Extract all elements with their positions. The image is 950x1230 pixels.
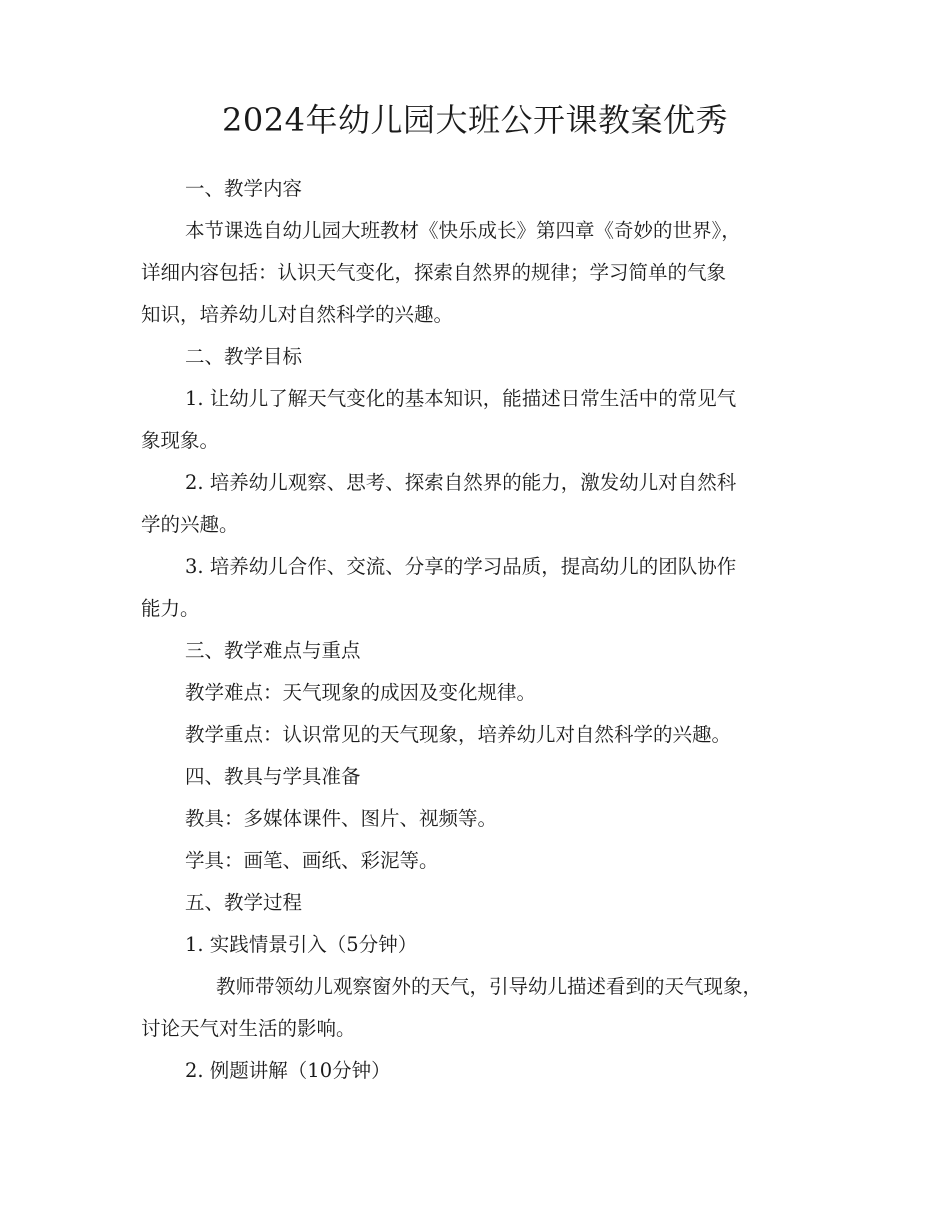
paragraph-line: 教具：多媒体课件、图片、视频等。 (185, 807, 498, 830)
paragraph-line: 教学重点：认识常见的天气现象，培养幼儿对自然科学的兴趣。 (185, 723, 732, 746)
section-heading-content: 一、教学内容 (185, 177, 303, 200)
paragraph-line: 教学难点：天气现象的成因及变化规律。 (185, 681, 537, 704)
section-heading-process: 五、教学过程 (185, 891, 303, 914)
document-title: 2024年幼儿园大班公开课教案优秀 (222, 101, 728, 139)
section-heading-key-points: 三、教学难点与重点 (185, 639, 361, 662)
list-item-line: 象现象。 (141, 429, 220, 452)
paragraph-line: 讨论天气对生活的影响。 (141, 1017, 356, 1040)
list-item-line: 1. 实践情景引入（5分钟） (185, 933, 418, 956)
paragraph-line: 本节课选自幼儿园大班教材《快乐成长》第四章《奇妙的世界》， (185, 219, 741, 242)
section-heading-objectives: 二、教学目标 (185, 345, 303, 368)
list-item-line: 学的兴趣。 (141, 513, 239, 536)
list-item-line: 1. 让幼儿了解天气变化的基本知识，能描述日常生活中的常见气 (185, 387, 737, 410)
paragraph-line: 详细内容包括：认识天气变化，探索自然界的规律；学习简单的气象 (141, 261, 727, 284)
paragraph-line: 知识，培养幼儿对自然科学的兴趣。 (141, 303, 454, 326)
paragraph-line: 教师带领幼儿观察窗外的天气，引导幼儿描述看到的天气现象， (216, 975, 763, 998)
list-item-line: 2. 例题讲解（10分钟） (185, 1059, 391, 1082)
paragraph-line: 学具：画笔、画纸、彩泥等。 (185, 849, 439, 872)
section-heading-materials: 四、教具与学具准备 (185, 765, 361, 788)
list-item-line: 2. 培养幼儿观察、思考、探索自然界的能力，激发幼儿对自然科 (185, 471, 737, 494)
document-body (141, 168, 841, 1092)
list-item-line: 能力。 (141, 597, 200, 620)
list-item-line: 3. 培养幼儿合作、交流、分享的学习品质，提高幼儿的团队协作 (185, 555, 737, 578)
